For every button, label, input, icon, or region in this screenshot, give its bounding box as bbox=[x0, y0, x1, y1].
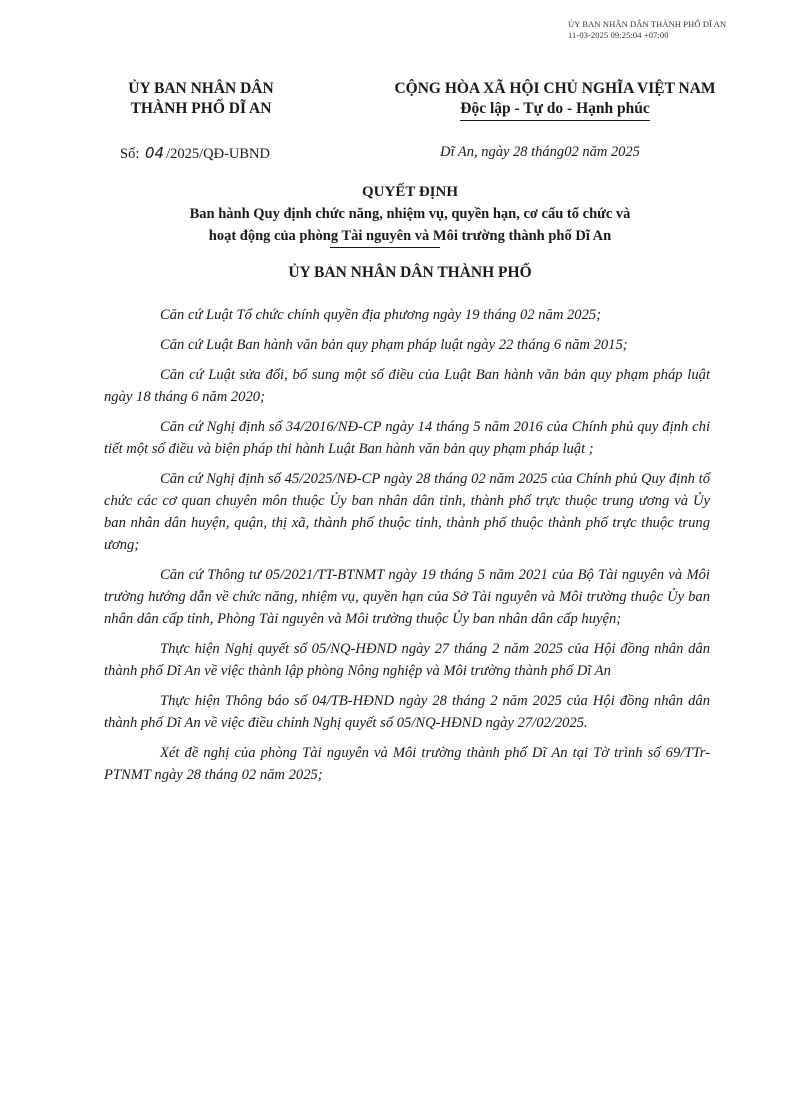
subtitle-line-1: Ban hành Quy định chức năng, nhiệm vụ, quyền hạn, cơ cấu tổ chức và bbox=[189, 206, 631, 222]
date-day: 28 bbox=[513, 144, 528, 160]
date-month: 02 bbox=[564, 144, 579, 160]
doc-number-prefix: Số: bbox=[120, 146, 140, 162]
decision-authority: ỦY BAN NHÂN DÂN THÀNH PHỐ bbox=[288, 264, 532, 281]
date-part-2: tháng bbox=[531, 144, 565, 160]
subtitle-underline bbox=[330, 247, 440, 248]
country-name: CỘNG HÒA XÃ HỘI CHỦ NGHĨA VIỆT NAM bbox=[394, 80, 716, 97]
national-header bbox=[330, 79, 780, 121]
document-subtitle bbox=[60, 203, 760, 247]
subtitle-line-2: hoạt động của phòng Tài nguyên và Môi trường thành phố Dĩ An bbox=[208, 228, 612, 244]
legal-basis-paragraph: Căn cứ Nghị định số 45/2025/NĐ-CP ngày 28 tháng 02 năm 2025 của Chính phủ Quy định tổ chức các cơ quan chuyên môn thuộc Ủy ban nhân dân tỉnh, thành phố trực thuộc trung ương và Ủy ban nhân dân huyện, quận, thị xã, thành phố thuộc tỉnh, thành phố thuộc thành phố trực thuộc trung ương; bbox=[104, 471, 710, 553]
legal-basis-paragraph: Thực hiện Thông báo số 04/TB-HĐND ngày 28 tháng 2 năm 2025 của Hội đồng nhân dân thành phố Dĩ An về việc điều chỉnh Nghị quyết số 05/NQ-HĐND ngày 27/02/2025. bbox=[104, 693, 710, 731]
issuing-authority-header bbox=[96, 79, 306, 119]
digital-signature-stamp bbox=[568, 19, 793, 41]
date-part-3: năm 2025 bbox=[582, 144, 640, 160]
legal-basis-paragraph: Căn cứ Luật sửa đổi, bổ sung một số điều của Luật Ban hành văn bản quy phạm pháp luật ngày 18 tháng 6 năm 2020; bbox=[104, 367, 710, 405]
legal-basis-body bbox=[104, 304, 710, 794]
legal-basis-paragraph: Thực hiện Nghị quyết số 05/NQ-HĐND ngày 27 tháng 2 năm 2025 của Hội đồng nhân dân thành phố Dĩ An về việc thành lập phòng Nông nghiệp và Môi trường thành phố Dĩ An bbox=[104, 641, 710, 679]
national-motto: Độc lập - Tự do - Hạnh phúc bbox=[460, 99, 649, 121]
legal-basis-paragraph: Xét đề nghị của phòng Tài nguyên và Môi trường thành phố Dĩ An tại Tờ trình số 69/TTr-PTNMT ngày 28 tháng 02 năm 2025; bbox=[104, 745, 710, 783]
document-date bbox=[440, 144, 640, 161]
signature-timestamp: 11-03-2025 09:25:04 +07:00 bbox=[568, 30, 669, 40]
doc-number-suffix: /2025/QĐ-UBND bbox=[166, 146, 270, 162]
legal-basis-paragraph: Căn cứ Thông tư 05/2021/TT-BTNMT ngày 19 tháng 5 năm 2021 của Bộ Tài nguyên và Môi trường hướng dẫn về chức năng, nhiệm vụ, quyền hạn của Sở Tài nguyên và Môi trường thuộc Ủy ban nhân dân cấp tỉnh, Phòng Tài nguyên và Môi trường thuộc Ủy ban nhân dân cấp huyện; bbox=[104, 567, 710, 627]
legal-basis-paragraph: Căn cứ Luật Tổ chức chính quyền địa phương ngày 19 tháng 02 năm 2025; bbox=[160, 307, 602, 323]
signature-issuer: ỦY BAN NHÂN DÂN THÀNH PHỐ DĨ AN bbox=[568, 19, 727, 29]
document-title: QUYẾT ĐỊNH bbox=[362, 184, 458, 200]
legal-basis-paragraph: Căn cứ Nghị định số 34/2016/NĐ-CP ngày 14 tháng 5 năm 2016 của Chính phủ quy định chi tiết một số điều và biện pháp thi hành Luật Ban hành văn bản quy phạm pháp luật ; bbox=[104, 419, 710, 457]
document-number bbox=[120, 144, 270, 163]
doc-number-handwritten: 04 bbox=[144, 144, 165, 162]
issuer-line-2: THÀNH PHỐ DĨ AN bbox=[130, 100, 272, 117]
issuer-line-1: ỦY BAN NHÂN DÂN bbox=[128, 80, 274, 97]
date-part-1: Dĩ An, ngày bbox=[440, 144, 510, 160]
legal-basis-paragraph: Căn cứ Luật Ban hành văn bản quy phạm pháp luật ngày 22 tháng 6 năm 2015; bbox=[160, 337, 628, 353]
